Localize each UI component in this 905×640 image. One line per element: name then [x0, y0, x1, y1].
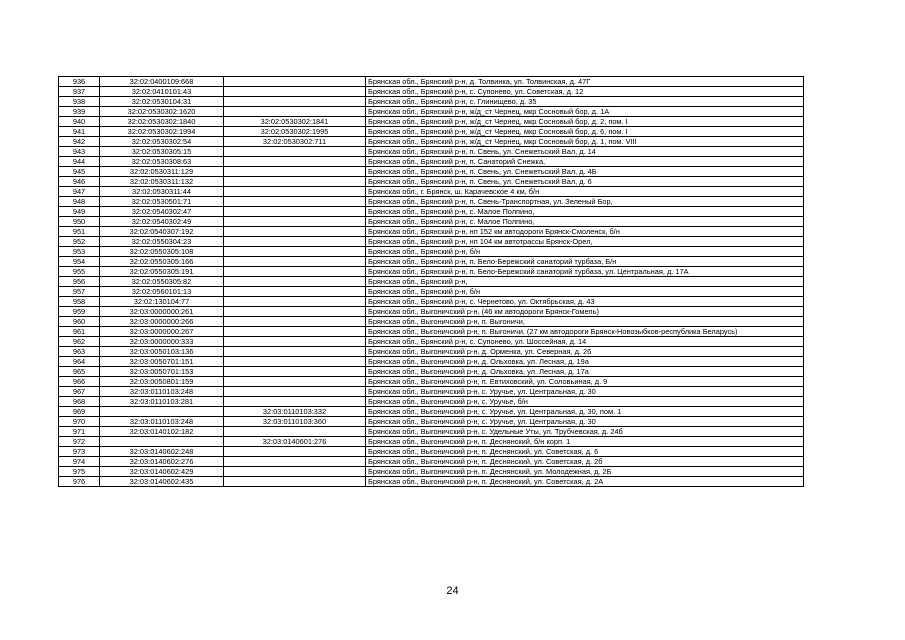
- table-row: [59, 397, 804, 407]
- row-number-cell: 950: [59, 217, 100, 227]
- cadastral-number-cell: 32:03:0050701:153: [100, 367, 224, 377]
- related-cadastral-number-cell: [224, 447, 366, 457]
- address-cell: Брянская обл., Брянский р-н, п. Свень, ул. Снежетьский Вал, д. 14: [366, 147, 804, 157]
- cadastral-number-cell: 32:02:130104:77: [100, 297, 224, 307]
- address-cell: Брянская обл., Брянский р-н, нп 104 км автотрассы Брянск-Орел,: [366, 237, 804, 247]
- cadastral-number-cell: 32:02:0550305:191: [100, 267, 224, 277]
- row-number-cell: 964: [59, 357, 100, 367]
- related-cadastral-number-cell: [224, 287, 366, 297]
- row-number-cell: 940: [59, 117, 100, 127]
- cadastral-number-cell: 32:03:0050701:151: [100, 357, 224, 367]
- address-cell: Брянская обл., Выгоничский р-н, с. Удельные Уты, ул. Трубчевская, д. 24б: [366, 427, 804, 437]
- cadastral-number-cell: 32:03:0140602:248: [100, 447, 224, 457]
- cadastral-number-cell: 32:02:0530302:54: [100, 137, 224, 147]
- row-number-cell: 968: [59, 397, 100, 407]
- cadastral-number-cell: 32:02:0530311:44: [100, 187, 224, 197]
- address-cell: Брянская обл., Брянский р-н, б/н: [366, 247, 804, 257]
- address-cell: Брянская обл., Брянский р-н, б/н: [366, 287, 804, 297]
- cadastral-number-cell: 32:02:0530311:129: [100, 167, 224, 177]
- cadastral-number-cell: 32:02:0540307:192: [100, 227, 224, 237]
- related-cadastral-number-cell: [224, 387, 366, 397]
- related-cadastral-number-cell: [224, 327, 366, 337]
- table-row: [59, 317, 804, 327]
- cadastral-number-cell: 32:03:0000000:261: [100, 307, 224, 317]
- related-cadastral-number-cell: [224, 77, 366, 87]
- address-cell: Брянская обл., Брянский р-н, п. Свень, ул. Снежетьский Вал, д. 6: [366, 177, 804, 187]
- cadastral-number-cell: 32:03:0000000:267: [100, 327, 224, 337]
- related-cadastral-number-cell: [224, 147, 366, 157]
- related-cadastral-number-cell: 32:03:0110103:360: [224, 417, 366, 427]
- address-cell: Брянская обл., Выгоничский р-н, с. Уручье, ул. Центральная, д. 30: [366, 417, 804, 427]
- address-cell: Брянская обл., Брянский р-н, п. Свень, ул. Снежетьский Вал, д. 4Б: [366, 167, 804, 177]
- address-cell: Брянская обл., Выгоничский р-н, п. Выгоничи,: [366, 317, 804, 327]
- row-number-cell: 958: [59, 297, 100, 307]
- related-cadastral-number-cell: 32:02:0530302:1841: [224, 117, 366, 127]
- row-number-cell: 953: [59, 247, 100, 257]
- address-cell: Брянская обл., Брянский р-н, ж/д_ст Чернец, мкр Сосновый бор, д. 1А: [366, 107, 804, 117]
- address-cell: Брянская обл., Брянский р-н, с. Чернетово, ул. Октябрьская, д. 43: [366, 297, 804, 307]
- cadastral-number-cell: 32:02:0540302:49: [100, 217, 224, 227]
- table-row: [59, 337, 804, 347]
- table-row: [59, 197, 804, 207]
- cadastral-number-cell: 32:02:0530311:132: [100, 177, 224, 187]
- related-cadastral-number-cell: [224, 317, 366, 327]
- table-body: [59, 77, 804, 487]
- table-row: [59, 157, 804, 167]
- related-cadastral-number-cell: 32:03:0140601:276: [224, 437, 366, 447]
- cadastral-number-cell: 32:03:0140102:182: [100, 427, 224, 437]
- cadastral-number-cell: 32:03:0110103:248: [100, 387, 224, 397]
- table-row: [59, 407, 804, 417]
- related-cadastral-number-cell: 32:02:0530302:1995: [224, 127, 366, 137]
- address-cell: Брянская обл., Выгоничский р-н, п. Выгоничи, (27 км автодороги Брянск-Новозыбков-республика Беларусь): [366, 327, 804, 337]
- cadastral-number-cell: 32:02:0540302:47: [100, 207, 224, 217]
- cadastral-number-cell: 32:02:0400109:668: [100, 77, 224, 87]
- cadastral-number-cell: 32:02:0550305:166: [100, 257, 224, 267]
- table-row: [59, 297, 804, 307]
- address-cell: Брянская обл., Брянский р-н, ж/д_ст Чернец, мкр Сосновый бор, д. 6, пом. I: [366, 127, 804, 137]
- cadastral-number-cell: 32:03:0050103:136: [100, 347, 224, 357]
- related-cadastral-number-cell: [224, 207, 366, 217]
- related-cadastral-number-cell: [224, 337, 366, 347]
- cadastral-number-cell: [100, 407, 224, 417]
- related-cadastral-number-cell: [224, 307, 366, 317]
- row-number-cell: 942: [59, 137, 100, 147]
- related-cadastral-number-cell: [224, 377, 366, 387]
- table-row: [59, 427, 804, 437]
- related-cadastral-number-cell: [224, 397, 366, 407]
- table-row: [59, 347, 804, 357]
- row-number-cell: 937: [59, 87, 100, 97]
- cadastral-number-cell: 32:02:0530501:71: [100, 197, 224, 207]
- address-cell: Брянская обл., Брянский р-н, п. Бело-Бережский санаторий турбаза, ул. Центральная, д. 17А: [366, 267, 804, 277]
- related-cadastral-number-cell: [224, 457, 366, 467]
- row-number-cell: 947: [59, 187, 100, 197]
- page-number: 24: [446, 585, 459, 597]
- row-number-cell: 961: [59, 327, 100, 337]
- related-cadastral-number-cell: [224, 427, 366, 437]
- table-row: [59, 87, 804, 97]
- related-cadastral-number-cell: [224, 157, 366, 167]
- row-number-cell: 952: [59, 237, 100, 247]
- table-row: [59, 167, 804, 177]
- table-row: [59, 127, 804, 137]
- address-cell: Брянская обл., Брянский р-н, п. Бело-Бережский санаторий турбаза, Б/н: [366, 257, 804, 267]
- cadastral-number-cell: 32:02:0550305:108: [100, 247, 224, 257]
- cadastral-number-cell: 32:02:0530308:63: [100, 157, 224, 167]
- address-cell: Брянская обл., Выгоничский р-н, п. Деснянский, ул. Советская, д. 2А: [366, 477, 804, 487]
- related-cadastral-number-cell: [224, 267, 366, 277]
- table-row: [59, 367, 804, 377]
- table-row: [59, 327, 804, 337]
- cadastral-number-cell: 32:02:0530302:1994: [100, 127, 224, 137]
- related-cadastral-number-cell: [224, 87, 366, 97]
- related-cadastral-number-cell: [224, 197, 366, 207]
- cadastral-number-cell: 32:02:0530302:1620: [100, 107, 224, 117]
- address-cell: Брянская обл., Выгоничский р-н, д. Орменка, ул. Северная, д. 26: [366, 347, 804, 357]
- cadastral-number-cell: 32:03:0140602:429: [100, 467, 224, 477]
- address-cell: Брянская обл., Брянский р-н,: [366, 277, 804, 287]
- row-number-cell: 945: [59, 167, 100, 177]
- related-cadastral-number-cell: [224, 297, 366, 307]
- table-row: [59, 177, 804, 187]
- cadastral-number-cell: 32:02:0550304:23: [100, 237, 224, 247]
- address-cell: Брянская обл., Брянский р-н, ж/д_ст Чернец, мкр Сосновый бор, д. 1, пом. VIII: [366, 137, 804, 147]
- row-number-cell: 960: [59, 317, 100, 327]
- address-cell: Брянская обл., Брянский р-н, п. Санаторий Снежка,: [366, 157, 804, 167]
- table-row: [59, 207, 804, 217]
- table-row: [59, 137, 804, 147]
- cadastral-number-cell: 32:03:0140602:276: [100, 457, 224, 467]
- related-cadastral-number-cell: [224, 107, 366, 117]
- table-row: [59, 107, 804, 117]
- table-row: [59, 237, 804, 247]
- cadastral-number-cell: 32:03:0000000:266: [100, 317, 224, 327]
- cadastral-number-cell: 32:03:0110103:281: [100, 397, 224, 407]
- table-row: [59, 227, 804, 237]
- table-row: [59, 267, 804, 277]
- address-cell: Брянская обл., Выгоничский р-н, п. Деснянский, ул. Советская, д. 2б: [366, 457, 804, 467]
- row-number-cell: 970: [59, 417, 100, 427]
- row-number-cell: 946: [59, 177, 100, 187]
- address-cell: Брянская обл., Выгоничский р-н, с. Уручье, ул. Центральная, д. 30: [366, 387, 804, 397]
- related-cadastral-number-cell: [224, 347, 366, 357]
- related-cadastral-number-cell: [224, 227, 366, 237]
- row-number-cell: 939: [59, 107, 100, 117]
- row-number-cell: 951: [59, 227, 100, 237]
- table-row: [59, 77, 804, 87]
- row-number-cell: 959: [59, 307, 100, 317]
- related-cadastral-number-cell: [224, 247, 366, 257]
- cadastral-number-cell: 32:02:0530305:15: [100, 147, 224, 157]
- address-cell: Брянская обл., Брянский р-н, с. Глинищево, д. 35: [366, 97, 804, 107]
- table-row: [59, 357, 804, 367]
- row-number-cell: 948: [59, 197, 100, 207]
- related-cadastral-number-cell: [224, 257, 366, 267]
- property-registry-table: [58, 76, 804, 487]
- table-row: [59, 257, 804, 267]
- address-cell: Брянская обл., Выгоничский р-н, п. Деснянский, ул. Советская, д. 6: [366, 447, 804, 457]
- related-cadastral-number-cell: [224, 167, 366, 177]
- row-number-cell: 963: [59, 347, 100, 357]
- address-cell: Брянская обл., Брянский р-н, с. Малое Полпино,: [366, 217, 804, 227]
- row-number-cell: 972: [59, 437, 100, 447]
- row-number-cell: 949: [59, 207, 100, 217]
- address-cell: Брянская обл., Выгоничский р-н, с. Уручье, б/н: [366, 397, 804, 407]
- cadastral-number-cell: 32:02:0530302:1840: [100, 117, 224, 127]
- row-number-cell: 969: [59, 407, 100, 417]
- row-number-cell: 974: [59, 457, 100, 467]
- table-row: [59, 287, 804, 297]
- related-cadastral-number-cell: [224, 97, 366, 107]
- address-cell: Брянская обл., Выгоничский р-н, п. Евтиховский, ул. Соловьиная, д. 9: [366, 377, 804, 387]
- address-cell: Брянская обл., Выгоничский р-н, п. Деснянский, б/н корп. 1: [366, 437, 804, 447]
- related-cadastral-number-cell: [224, 357, 366, 367]
- address-cell: Брянская обл., Брянский р-н, с. Супонево, ул. Шоссейная, д. 14: [366, 337, 804, 347]
- address-cell: Брянская обл., Брянский р-н, с. Малое Полпино,: [366, 207, 804, 217]
- cadastral-number-cell: 32:02:0560101:13: [100, 287, 224, 297]
- row-number-cell: 971: [59, 427, 100, 437]
- table-row: [59, 377, 804, 387]
- address-cell: Брянская обл., Выгоничский р-н, д. Ольховка, ул. Лесная, д. 19а: [366, 357, 804, 367]
- related-cadastral-number-cell: 32:02:0530302:711: [224, 137, 366, 147]
- table-row: [59, 437, 804, 447]
- address-cell: Брянская обл., Брянский р-н, с. Супонево, ул. Советская, д. 12: [366, 87, 804, 97]
- table-row: [59, 307, 804, 317]
- table-row: [59, 217, 804, 227]
- cadastral-number-cell: 32:02:0530104:31: [100, 97, 224, 107]
- row-number-cell: 965: [59, 367, 100, 377]
- row-number-cell: 973: [59, 447, 100, 457]
- table-row: [59, 457, 804, 467]
- table-row: [59, 417, 804, 427]
- cadastral-number-cell: 32:03:0000000:333: [100, 337, 224, 347]
- row-number-cell: 954: [59, 257, 100, 267]
- row-number-cell: 962: [59, 337, 100, 347]
- address-cell: Брянская обл., Выгоничский р-н, (46 км автодороги Брянск-Гомель): [366, 307, 804, 317]
- cadastral-number-cell: 32:02:0410101:43: [100, 87, 224, 97]
- cadastral-number-cell: 32:03:0110103:248: [100, 417, 224, 427]
- cadastral-number-cell: 32:03:0140602:435: [100, 477, 224, 487]
- row-number-cell: 955: [59, 267, 100, 277]
- row-number-cell: 967: [59, 387, 100, 397]
- related-cadastral-number-cell: 32:03:0110103:332: [224, 407, 366, 417]
- related-cadastral-number-cell: [224, 467, 366, 477]
- row-number-cell: 941: [59, 127, 100, 137]
- related-cadastral-number-cell: [224, 237, 366, 247]
- row-number-cell: 976: [59, 477, 100, 487]
- row-number-cell: 944: [59, 157, 100, 167]
- row-number-cell: 966: [59, 377, 100, 387]
- address-cell: Брянская обл., Брянский р-н, п. Свень-Транспортная, ул. Зеленый Бор,: [366, 197, 804, 207]
- related-cadastral-number-cell: [224, 217, 366, 227]
- related-cadastral-number-cell: [224, 477, 366, 487]
- address-cell: Брянская обл., Выгоничский р-н, с. Уручье, ул. Центральная, д. 30, пом. 1: [366, 407, 804, 417]
- row-number-cell: 938: [59, 97, 100, 107]
- cadastral-number-cell: 32:03:0050801:159: [100, 377, 224, 387]
- cadastral-number-cell: [100, 437, 224, 447]
- related-cadastral-number-cell: [224, 177, 366, 187]
- row-number-cell: 936: [59, 77, 100, 87]
- row-number-cell: 956: [59, 277, 100, 287]
- table-row: [59, 477, 804, 487]
- table-row: [59, 467, 804, 477]
- address-cell: Брянская обл., Выгоничский р-н, д. Ольховка, ул. Лесная, д. 17а: [366, 367, 804, 377]
- row-number-cell: 957: [59, 287, 100, 297]
- table-row: [59, 447, 804, 457]
- related-cadastral-number-cell: [224, 367, 366, 377]
- related-cadastral-number-cell: [224, 277, 366, 287]
- address-cell: Брянская обл., Брянский р-н, д. Толвинка, ул. Толвинская, д. 47Г: [366, 77, 804, 87]
- related-cadastral-number-cell: [224, 187, 366, 197]
- table-row: [59, 277, 804, 287]
- table-row: [59, 187, 804, 197]
- table-row: [59, 117, 804, 127]
- address-cell: Брянская обл., г. Брянск, ш. Карачевское 4 км, б/н: [366, 187, 804, 197]
- address-cell: Брянская обл., Выгоничский р-н, п. Деснянский, ул. Молодежная, д. 2Б: [366, 467, 804, 477]
- table-row: [59, 247, 804, 257]
- address-cell: Брянская обл., Брянский р-н, нп 152 км автодороги Брянск-Смоленск, б/н: [366, 227, 804, 237]
- table-row: [59, 387, 804, 397]
- table-row: [59, 97, 804, 107]
- table-row: [59, 147, 804, 157]
- address-cell: Брянская обл., Брянский р-н, ж/д_ст Чернец, мкр Сосновый бор, д. 2, пом. I: [366, 117, 804, 127]
- row-number-cell: 975: [59, 467, 100, 477]
- row-number-cell: 943: [59, 147, 100, 157]
- cadastral-number-cell: 32:02:0550305:82: [100, 277, 224, 287]
